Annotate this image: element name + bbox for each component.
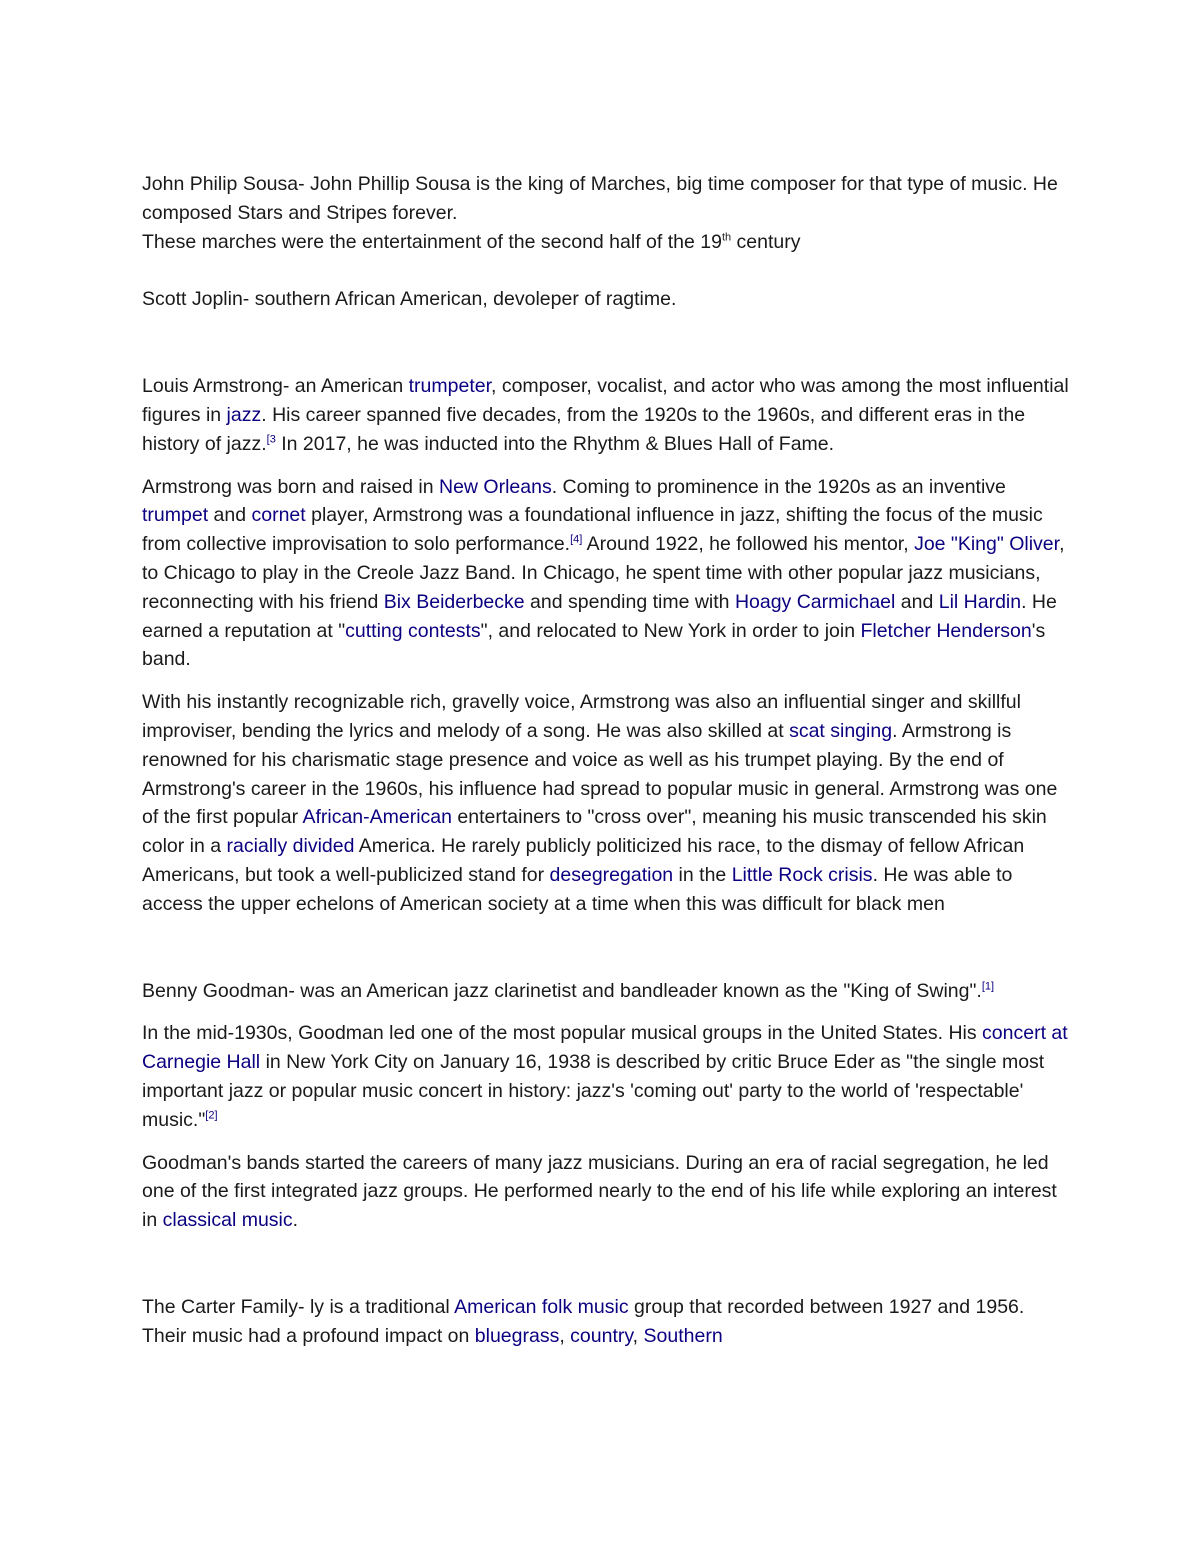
text-run: The Carter Family- ly is a traditional: [142, 1295, 455, 1318]
text-run: player, Armstrong was a foundational influence in jazz, shifting the focus of the music from collective improvisation to solo performance.: [142, 504, 1043, 556]
text-run: in the: [673, 863, 732, 886]
armstrong-paragraph-1: [142, 372, 1072, 458]
link-trumpet[interactable]: trumpet: [142, 504, 209, 527]
text-run: . He was able to access the upper echelons of American society at a time when this was difficult for black men: [142, 863, 1013, 915]
sousa-text-2: These marches were the entertainment of the second half of the 19: [142, 230, 722, 253]
link-african-american[interactable]: African-American: [302, 806, 452, 829]
link-little-rock-crisis[interactable]: Little Rock crisis: [731, 863, 873, 886]
text-run: . Coming to prominence in the 1920s as an inventive: [551, 475, 1006, 498]
text-run: Benny Goodman- was an American jazz clarinetist and bandleader known as the "King of Swing".: [142, 979, 982, 1002]
link-joe-king-oliver[interactable]: Joe "King" Oliver: [914, 533, 1060, 556]
goodman-paragraph-3: [142, 1149, 1072, 1235]
text-run: Armstrong was born and raised in: [142, 475, 439, 498]
text-run: entertainers to "cross over", meaning his music transcended his skin color in a: [142, 806, 1047, 858]
text-run: and: [208, 504, 252, 527]
link-american-folk-music[interactable]: American folk music: [454, 1295, 629, 1318]
link-fletcher-henderson[interactable]: Fletcher Henderson: [860, 619, 1032, 642]
text-run: 's band.: [142, 619, 1046, 671]
link-lil-hardin[interactable]: Lil Hardin: [938, 590, 1022, 613]
text-run: .: [292, 1209, 299, 1232]
sousa-text: John Philip Sousa- John Phillip Sousa is the king of Marches, big time composer for that type of music. He composed Stars and Stripes forever.: [142, 173, 1058, 224]
carter-paragraph: [142, 1293, 1072, 1351]
link-scat-singing[interactable]: scat singing: [789, 719, 893, 742]
text-run: , to Chicago to play in the Creole Jazz Band. In Chicago, he spent time with other popular jazz musicians, reconnecting with his friend: [142, 533, 1065, 613]
link-cornet[interactable]: cornet: [251, 504, 306, 527]
link-bluegrass[interactable]: bluegrass: [474, 1324, 560, 1347]
text-run: Goodman's bands started the careers of many jazz musicians. During an era of racial segregation, he led one of the first integrated jazz groups. He performed nearly to the end of his life while exploring an interest in: [142, 1151, 1057, 1232]
armstrong-paragraph-3: [142, 688, 1072, 918]
citation-3[interactable]: [3: [266, 433, 276, 446]
link-bix-beiderbecke[interactable]: Bix Beiderbecke: [383, 590, 525, 613]
document-body: [142, 170, 1072, 1351]
sousa-paragraph: [142, 170, 1072, 256]
text-run: and: [895, 590, 939, 613]
armstrong-paragraph-2: [142, 473, 1072, 675]
text-run: , composer, vocalist, and actor who was among the most influential figures in: [142, 375, 1069, 426]
text-run: and spending time with: [524, 590, 735, 613]
superscript: th: [721, 231, 732, 244]
text-run: With his instantly recognizable rich, gravelly voice, Armstrong was also an influential singer and skillful improviser, bending the lyrics and melody of a song. He was also skilled at: [142, 691, 1021, 742]
citation-4[interactable]: [4]: [570, 533, 583, 546]
link-desegregation[interactable]: desegregation: [549, 863, 674, 886]
goodman-paragraph-1: [142, 977, 1072, 1006]
joplin-paragraph: Scott Joplin- southern African American, devoleper of ragtime.: [142, 288, 677, 311]
text-run: Louis Armstrong- an American: [142, 375, 409, 398]
goodman-paragraph-2: [142, 1019, 1072, 1134]
citation-1[interactable]: [1]: [981, 980, 995, 993]
sousa-text-3: century: [731, 230, 801, 253]
text-run: America. He rarely publicly politicized his race, to the dismay of fellow African Americans, but took a well-publicized stand for: [142, 835, 1025, 886]
link-jazz[interactable]: jazz: [226, 403, 262, 426]
text-run: . His career spanned five decades, from the 1920s to the 1960s, and different eras in the history of jazz.: [142, 403, 1026, 455]
link-classical-music[interactable]: classical music: [162, 1209, 293, 1232]
text-run: . Armstrong is renowned for his charismatic stage presence and voice as well as his trumpet playing. By the end of Armstrong's career in the 1960s, his influence had spread to popular music in general. Armstrong was one of the first popular: [142, 719, 1058, 829]
text-run: ,: [559, 1324, 571, 1347]
link-new-orleans[interactable]: New Orleans: [438, 475, 552, 498]
text-run: In 2017, he was inducted into the Rhythm & Blues Hall of Fame.: [275, 432, 835, 455]
citation-2[interactable]: [2]: [205, 1109, 218, 1122]
text-run: ", and relocated to New York in order to join: [480, 619, 861, 642]
text-run: . He earned a reputation at ": [142, 590, 1057, 642]
link-country[interactable]: country: [570, 1324, 633, 1347]
text-run: ,: [632, 1324, 644, 1347]
link-racially-divided[interactable]: racially divided: [226, 835, 355, 858]
link-southern[interactable]: Southern: [643, 1324, 723, 1347]
text-run: In the mid-1930s, Goodman led one of the most popular musical groups in the United States. His: [142, 1022, 983, 1045]
text-run: group that recorded between 1927 and 1956. Their music had a profound impact on: [142, 1295, 1025, 1347]
link-hoagy-carmichael[interactable]: Hoagy Carmichael: [734, 590, 896, 613]
link-trumpeter[interactable]: trumpeter: [408, 375, 491, 398]
link-cutting-contests[interactable]: cutting contests: [345, 619, 481, 642]
text-run: Around 1922, he followed his mentor,: [582, 533, 915, 556]
text-run: in New York City on January 16, 1938 is described by critic Bruce Eder as "the single most important jazz or popular music concert in history: jazz's 'coming out' party to the world of 'respectable' music.": [142, 1051, 1045, 1131]
link-concert-carnegie-hall[interactable]: concert at Carnegie Hall: [142, 1022, 1068, 1074]
